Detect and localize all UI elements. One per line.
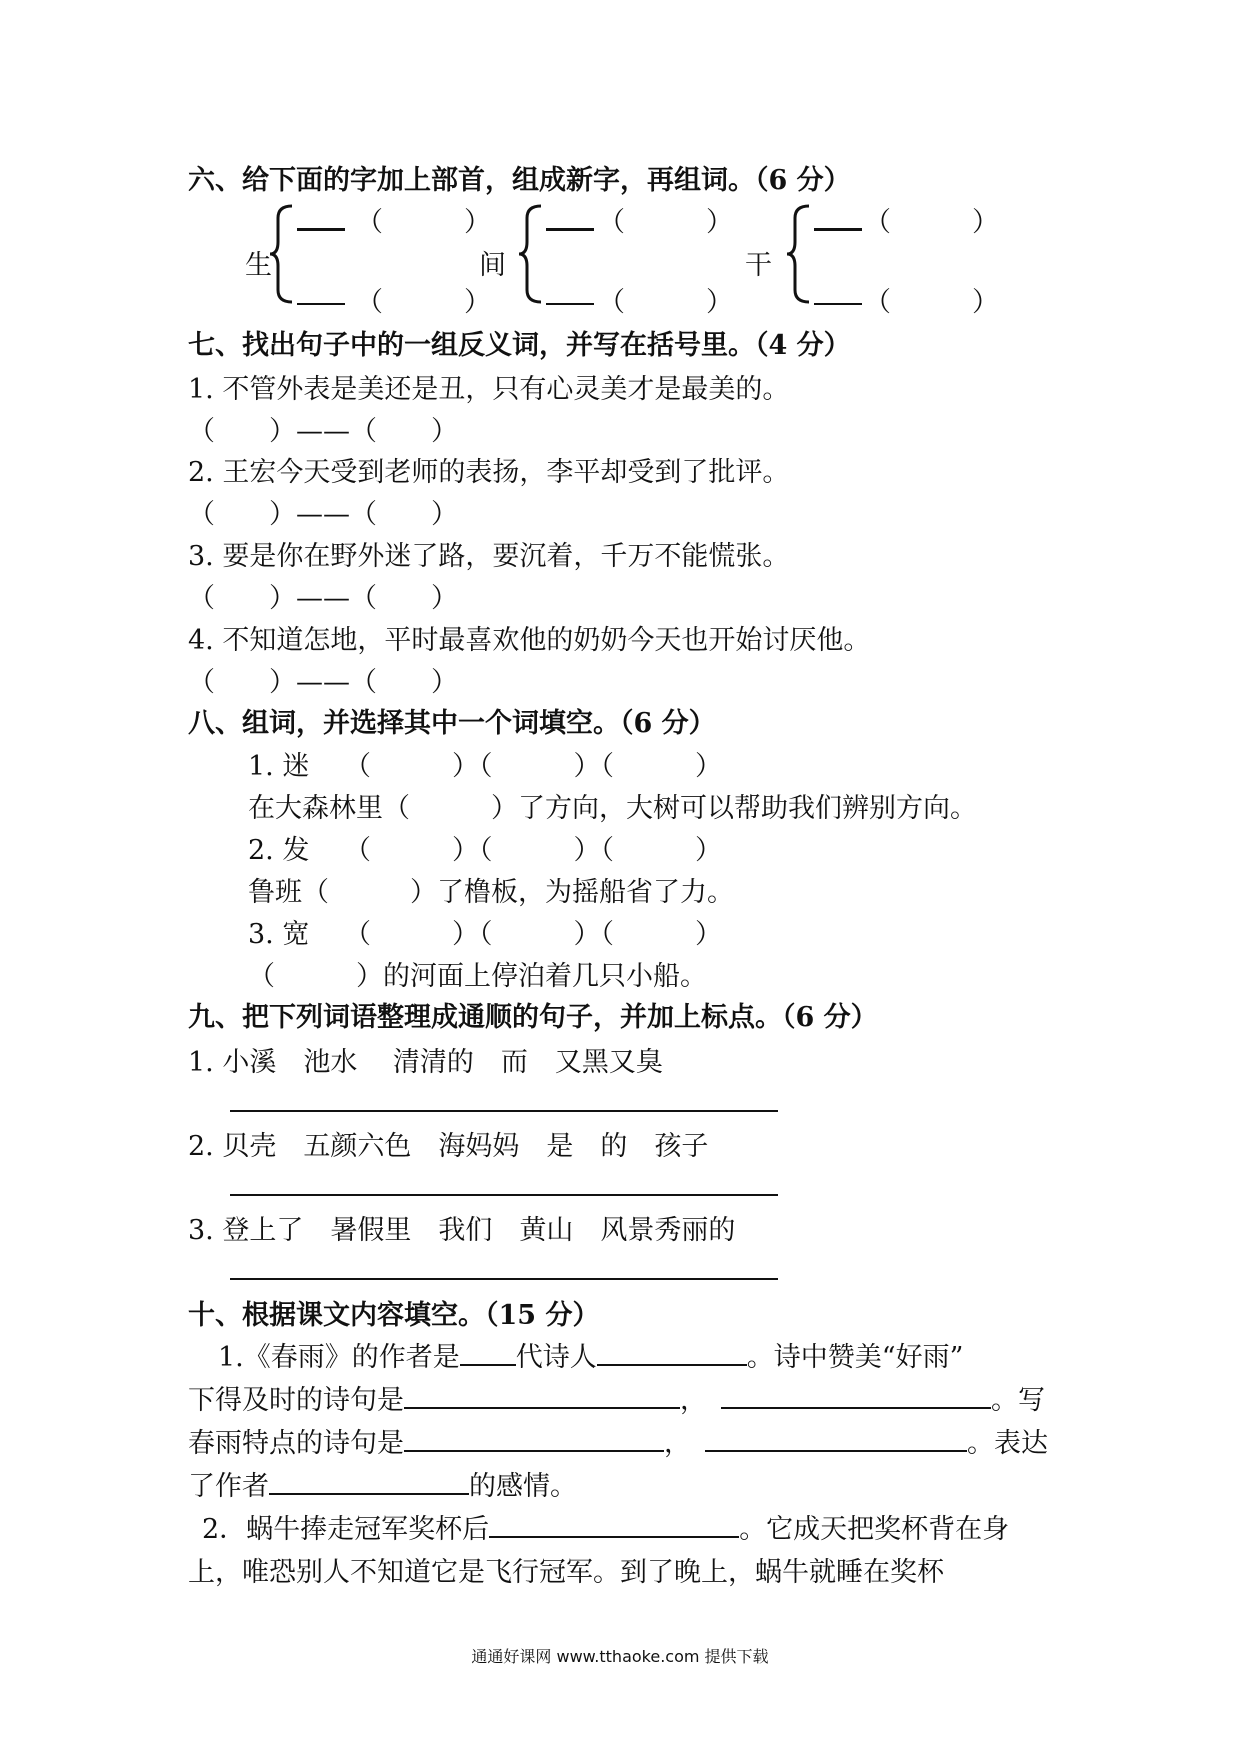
fill-sentence: 鲁班（ ）了橹板，为摇船省了力。 (248, 877, 734, 908)
word-paren: （ ） (356, 287, 491, 318)
base-char-2: 间 (479, 250, 506, 281)
brace-icon (785, 204, 813, 304)
base-char-3: 干 (745, 250, 772, 281)
word-char: 2. 发 (248, 835, 310, 866)
radical-blank (297, 303, 345, 305)
antonym-answer: （ ）——（ ） (188, 416, 458, 447)
radical-blank (814, 228, 862, 231)
fill-text: 下得及时的诗句是 ， 。写 (188, 1385, 1045, 1416)
fill-text: 2．蜗牛捧走冠军奖杯后 。它成天把奖杯背在身 (202, 1514, 1010, 1545)
answer-line (230, 1110, 778, 1112)
radical-blank (546, 303, 594, 305)
word-blanks: （ ）（ ）（ ） (344, 751, 722, 782)
section-9-heading: 九、把下列词语整理成通顺的句子，并加上标点。（6 分） (188, 1002, 878, 1033)
fill-text: 上，唯恐别人不知道它是飞行冠军。到了晚上，蜗牛就睡在奖杯 (188, 1557, 944, 1588)
section-10-heading: 十、根据课文内容填空。（15 分） (188, 1300, 600, 1331)
section-7-heading: 七、找出句子中的一组反义词，并写在括号里。（4 分） (188, 330, 851, 361)
section-6-heading: 六、给下面的字加上部首，组成新字，再组词。（6 分） (188, 165, 851, 196)
word-paren: （ ） (864, 287, 999, 318)
radical-blank (546, 228, 594, 231)
brace-icon (268, 204, 296, 304)
antonym-answer: （ ）——（ ） (188, 667, 458, 698)
sentence: 4. 不知道怎地，平时最喜欢他的奶奶今天也开始讨厌他。 (188, 625, 871, 656)
fill-text: 了作者 的感情。 (188, 1471, 577, 1502)
word-blanks: （ ）（ ）（ ） (344, 919, 722, 950)
fill-sentence: （ ）的河面上停泊着几只小船。 (248, 961, 707, 992)
section-8-heading: 八、组词，并选择其中一个词填空。（6 分） (188, 708, 716, 739)
base-char-1: 生 (245, 250, 272, 281)
fill-sentence: 在大森林里（ ）了方向，大树可以帮助我们辨别方向。 (248, 793, 977, 824)
word-list: 2. 贝壳 五颜六色 海妈妈 是 的 孩子 (188, 1131, 709, 1162)
word-paren: （ ） (356, 207, 491, 238)
brace-icon (517, 204, 545, 304)
word-char: 1. 迷 (248, 751, 310, 782)
fill-text: 春雨特点的诗句是 ， 。表达 (188, 1428, 1048, 1459)
word-blanks: （ ）（ ）（ ） (344, 835, 722, 866)
sentence: 2. 王宏今天受到老师的表扬，李平却受到了批评。 (188, 457, 790, 488)
radical-blank (297, 228, 345, 231)
word-char: 3. 宽 (248, 919, 310, 950)
word-paren: （ ） (598, 287, 733, 318)
word-list: 3. 登上了 暑假里 我们 黄山 风景秀丽的 (188, 1215, 736, 1246)
footer-text: 通通好课网 www.tthaoke.com 提供下载 (471, 1647, 769, 1666)
fill-text: 1.《春雨》的作者是 代诗人 。诗中赞美“好雨” (218, 1342, 964, 1373)
antonym-answer: （ ）——（ ） (188, 583, 458, 614)
word-paren: （ ） (864, 207, 999, 238)
answer-line (230, 1194, 778, 1196)
answer-line (230, 1278, 778, 1280)
antonym-answer: （ ）——（ ） (188, 499, 458, 530)
radical-blank (814, 303, 862, 305)
word-list: 1. 小溪 池水 清清的 而 又黑又臭 (188, 1047, 663, 1078)
sentence: 3. 要是你在野外迷了路，要沉着，千万不能慌张。 (188, 541, 790, 572)
word-paren: （ ） (598, 207, 733, 238)
sentence: 1. 不管外表是美还是丑，只有心灵美才是最美的。 (188, 374, 790, 405)
